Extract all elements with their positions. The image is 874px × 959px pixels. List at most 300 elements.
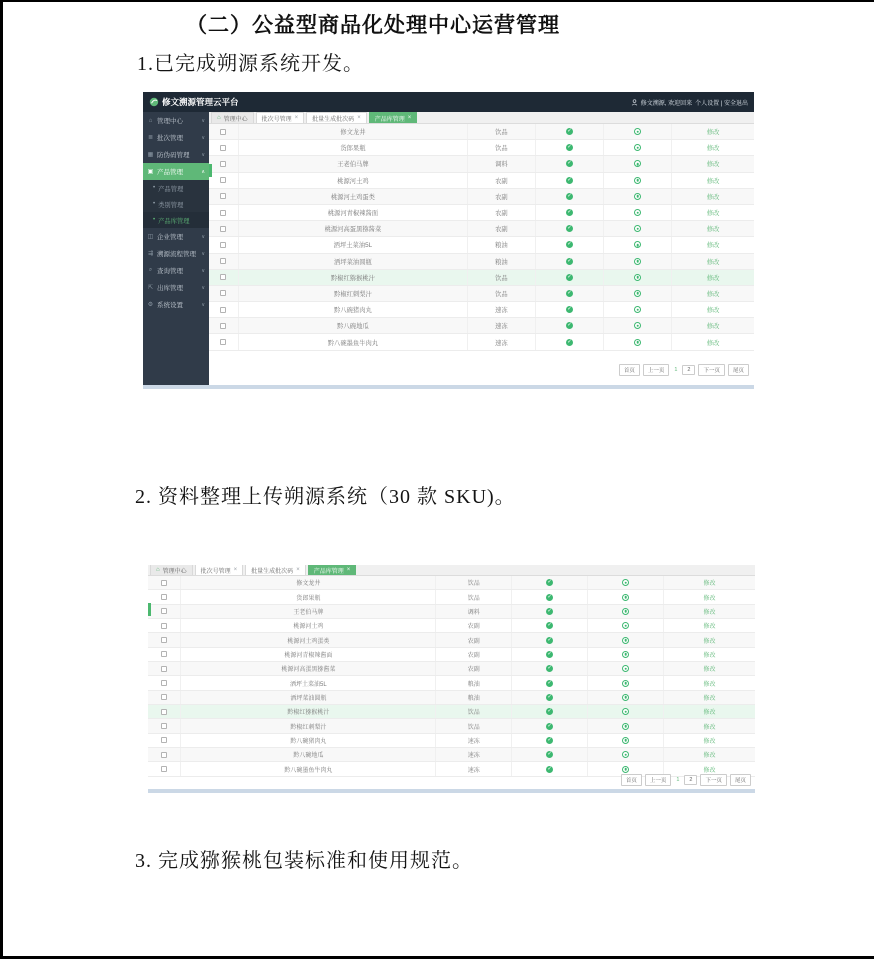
status-ok-icon: ✓ [547, 679, 552, 686]
sidebar-subitem[interactable] [143, 212, 209, 228]
edit-link[interactable]: 修改 [703, 724, 716, 731]
sidebar-item[interactable] [143, 228, 209, 245]
view-cell [604, 334, 672, 349]
pager-next-button[interactable]: 下一页 [700, 774, 727, 786]
row-checkbox[interactable] [220, 193, 226, 199]
checkbox-cell [209, 286, 239, 301]
table-row [209, 254, 754, 270]
view-icon[interactable] [634, 160, 641, 167]
status-cell [512, 590, 588, 603]
tab-4[interactable] [308, 565, 357, 575]
table-row [148, 576, 755, 590]
view-cell [604, 302, 672, 317]
sidebar-item[interactable] [143, 279, 209, 296]
edit-link[interactable]: 修改 [706, 339, 720, 347]
product-name-cell: 桃源河青椒辣酱面 [181, 648, 436, 661]
edit-link[interactable]: 修改 [703, 609, 716, 616]
edit-link[interactable]: 修改 [706, 145, 720, 153]
view-icon[interactable] [622, 766, 629, 773]
status-cell [512, 719, 588, 732]
table-row [148, 691, 755, 705]
pager-page-1[interactable]: 1 [676, 777, 680, 783]
view-icon[interactable] [634, 128, 641, 135]
row-checkbox[interactable] [161, 723, 167, 729]
user-links[interactable]: 个人设置 | 安全退出 [695, 100, 748, 107]
row-checkbox[interactable] [161, 623, 167, 629]
view-cell [588, 748, 664, 761]
bullet-icon: • [153, 217, 156, 223]
category-cell: 速冻 [468, 334, 536, 349]
product-name-cell: 桃源河高蛋黑猕酱菜 [239, 221, 468, 236]
checkbox-cell [209, 318, 239, 333]
pager-prev-button[interactable]: 上一页 [645, 774, 672, 786]
tab-bar [209, 112, 754, 124]
row-checkbox[interactable] [220, 323, 226, 329]
checkbox-cell [209, 124, 239, 139]
edit-link[interactable]: 修改 [703, 767, 716, 774]
close-icon[interactable]: × [407, 115, 412, 121]
product-name-cell: 黔八碗猪肉丸 [239, 302, 468, 317]
pager-first-button[interactable]: 首页 [619, 364, 640, 376]
table-row [209, 156, 754, 172]
tab-4[interactable] [369, 112, 418, 123]
pager-first-button[interactable]: 首页 [621, 774, 642, 786]
category-cell: 速冻 [436, 762, 512, 775]
checkbox-cell [148, 648, 181, 661]
table-row [148, 619, 755, 633]
tab-1[interactable] [150, 565, 193, 575]
brand [149, 96, 239, 108]
view-cell [604, 124, 672, 139]
status-ok-icon: ✓ [547, 593, 552, 600]
category-cell: 农副 [468, 189, 536, 204]
close-icon[interactable]: × [296, 567, 300, 573]
edit-link[interactable]: 修改 [703, 595, 716, 602]
sidebar-item-label: 企业管理 [157, 234, 183, 241]
row-checkbox[interactable] [220, 307, 226, 313]
status-ok-icon: ✓ [567, 209, 572, 216]
batch-icon: ≣ [147, 135, 154, 141]
product-name-cell: 黔八碗墨鱼牛肉丸 [181, 762, 436, 775]
view-cell [604, 237, 672, 252]
view-icon[interactable] [622, 708, 629, 715]
chevron-down-icon: ∨ [201, 117, 205, 124]
view-cell [588, 705, 664, 718]
chevron-down-icon: ∨ [201, 134, 205, 141]
tab-label: 管理中心 [223, 116, 248, 123]
product-icon: ▣ [147, 169, 154, 175]
row-checkbox[interactable] [220, 129, 226, 135]
edit-link[interactable]: 修改 [703, 710, 716, 717]
sidebar-item[interactable] [143, 245, 209, 262]
view-icon[interactable] [622, 608, 629, 615]
enterprise-icon: ◫ [147, 234, 154, 240]
checkbox-cell [209, 270, 239, 285]
admin-body [143, 112, 754, 385]
view-icon[interactable] [634, 209, 641, 216]
product-name-cell: 桃源河土鸡 [239, 173, 468, 188]
row-checkbox[interactable] [220, 274, 226, 280]
category-cell: 调料 [436, 605, 512, 618]
status-cell [536, 205, 604, 220]
tab-bar [148, 565, 755, 576]
row-checkbox[interactable] [220, 339, 226, 345]
checkbox-cell [209, 156, 239, 171]
section-heading: （二）公益型商品化处理中心运营管理 [186, 13, 560, 37]
status-ok-icon: ✓ [567, 257, 572, 264]
status-cell [536, 302, 604, 317]
tab-3[interactable] [306, 112, 367, 123]
row-checkbox[interactable] [161, 666, 167, 672]
pager-last-button[interactable]: 尾页 [730, 774, 751, 786]
edit-link[interactable]: 修改 [706, 274, 720, 282]
view-icon[interactable] [634, 144, 641, 151]
pager-last-button[interactable]: 尾页 [728, 364, 749, 376]
table-row [209, 302, 754, 318]
view-cell [588, 676, 664, 689]
view-cell [588, 691, 664, 704]
view-cell [604, 173, 672, 188]
screenshot-admin-full [143, 92, 754, 389]
view-cell [588, 633, 664, 646]
list-item-2: 2. 资料整理上传朔源系统（30 款 SKU)。 [135, 486, 516, 508]
tab-2[interactable] [195, 565, 244, 575]
row-checkbox[interactable] [220, 145, 226, 151]
checkbox-cell [209, 254, 239, 269]
edit-link[interactable]: 修改 [706, 129, 720, 137]
category-cell: 速冻 [436, 734, 512, 747]
edit-link[interactable]: 修改 [706, 258, 720, 266]
category-cell: 饮品 [436, 705, 512, 718]
screenshot-admin-table [148, 565, 755, 793]
checkbox-cell [209, 334, 239, 349]
tab-label: 产品库管理 [374, 116, 405, 123]
product-name-cell: 修文龙井 [239, 124, 468, 139]
edit-link[interactable]: 修改 [706, 307, 720, 315]
table-row [148, 734, 755, 748]
table-row [209, 270, 754, 286]
view-icon[interactable] [622, 651, 629, 658]
sidebar-subitem-label: 产品管理 [158, 185, 184, 193]
product-name-cell: 洒坪菜油圆瓶 [181, 691, 436, 704]
checkbox-cell [148, 576, 181, 589]
sidebar-item-label: 管理中心 [157, 118, 183, 125]
view-cell [588, 719, 664, 732]
checkbox-cell [209, 221, 239, 236]
view-icon[interactable] [634, 225, 641, 232]
checkbox-cell [148, 734, 181, 747]
top-navbar [143, 92, 754, 112]
status-cell [512, 662, 588, 675]
product-name-cell: 黔椒红刺梨汁 [181, 719, 436, 732]
view-icon[interactable] [634, 258, 641, 265]
pager-page-2[interactable]: 2 [684, 775, 697, 785]
view-icon[interactable] [634, 339, 641, 346]
table-row [209, 286, 754, 302]
view-icon[interactable] [622, 751, 629, 758]
view-cell [588, 605, 664, 618]
pager-page-2[interactable]: 2 [682, 365, 695, 375]
sidebar-item[interactable] [143, 296, 209, 313]
category-cell: 饮品 [436, 590, 512, 603]
list-item-3: 3. 完成猕猴桃包装标准和使用规范。 [135, 850, 473, 872]
view-icon[interactable] [634, 177, 641, 184]
view-cell [604, 286, 672, 301]
status-cell [536, 189, 604, 204]
category-cell: 饮品 [468, 286, 536, 301]
product-name-cell: 桃源河高蛋黑猕酱菜 [181, 662, 436, 675]
status-cell [536, 140, 604, 155]
row-checkbox[interactable] [161, 651, 167, 657]
checkbox-cell [148, 705, 181, 718]
sidebar-item[interactable] [143, 129, 209, 146]
status-cell [512, 676, 588, 689]
edit-link[interactable]: 修改 [703, 638, 716, 645]
edit-link[interactable]: 修改 [703, 624, 716, 631]
category-cell: 速冻 [436, 748, 512, 761]
table-row [148, 748, 755, 762]
category-cell: 饮品 [436, 576, 512, 589]
row-checkbox[interactable] [161, 694, 167, 700]
category-cell: 饮品 [436, 719, 512, 732]
sidebar-item[interactable] [143, 112, 209, 129]
table-row [148, 648, 755, 662]
sidebar-subitem[interactable] [143, 196, 209, 212]
table-row [148, 605, 755, 619]
view-icon[interactable] [622, 622, 629, 629]
view-cell [604, 270, 672, 285]
tab-3[interactable] [245, 565, 306, 575]
status-cell [512, 648, 588, 661]
close-icon[interactable]: × [233, 567, 238, 573]
home-icon: ⌂ [148, 117, 153, 124]
status-ok-icon: ✓ [567, 128, 572, 135]
category-cell: 农副 [436, 619, 512, 632]
row-checkbox[interactable] [161, 680, 167, 686]
chevron-down-icon: ∨ [201, 250, 205, 257]
row-checkbox[interactable] [220, 258, 226, 264]
chevron-up-icon: ∧ [201, 168, 205, 175]
checkbox-cell [148, 719, 181, 732]
status-cell [536, 156, 604, 171]
view-cell [588, 590, 664, 603]
category-cell: 农副 [436, 633, 512, 646]
edit-link[interactable]: 修改 [706, 323, 720, 331]
close-icon[interactable]: × [346, 567, 351, 573]
view-icon[interactable] [622, 637, 629, 644]
status-ok-icon: ✓ [547, 607, 552, 614]
checkbox-cell [148, 676, 181, 689]
sidebar [143, 112, 209, 385]
chevron-down-icon: ∨ [201, 301, 205, 308]
chevron-down-icon: ∨ [201, 267, 205, 274]
close-icon[interactable]: × [294, 115, 299, 121]
view-cell [604, 140, 672, 155]
product-name-cell: 桃源河土鸡蛋类 [181, 633, 436, 646]
edit-link[interactable]: 修改 [706, 290, 720, 298]
edit-link[interactable]: 修改 [703, 753, 716, 760]
tab-1[interactable] [211, 112, 254, 123]
row-checkbox[interactable] [220, 177, 226, 183]
status-cell [536, 237, 604, 252]
checkbox-cell [148, 605, 181, 618]
view-icon[interactable] [634, 306, 641, 313]
product-name-cell: 修文龙井 [181, 576, 436, 589]
row-checkbox[interactable] [220, 226, 226, 232]
edit-link[interactable]: 修改 [706, 177, 720, 185]
main-panel [209, 112, 754, 385]
product-table [209, 124, 754, 351]
sidebar-subitem-label: 产品库管理 [158, 217, 190, 225]
view-icon[interactable] [622, 680, 629, 687]
status-ok-icon: ✓ [567, 176, 572, 183]
row-checkbox[interactable] [161, 580, 167, 586]
user-icon [631, 99, 638, 106]
edit-link[interactable]: 修改 [703, 667, 716, 674]
checkbox-cell [148, 691, 181, 704]
row-checkbox[interactable] [161, 752, 167, 758]
table-row [209, 237, 754, 253]
chevron-down-icon: ∨ [201, 151, 205, 158]
status-ok-icon: ✓ [547, 708, 552, 715]
category-cell: 调料 [468, 156, 536, 171]
pager-next-button[interactable]: 下一页 [698, 364, 725, 376]
view-cell [604, 318, 672, 333]
status-cell [536, 286, 604, 301]
status-ok-icon: ✓ [567, 273, 572, 280]
status-cell [536, 270, 604, 285]
edit-link[interactable]: 修改 [703, 695, 716, 702]
table-row [209, 140, 754, 156]
view-icon[interactable] [622, 737, 629, 744]
status-ok-icon: ✓ [547, 665, 552, 672]
table-row [209, 221, 754, 237]
category-cell: 农副 [436, 648, 512, 661]
table-row [148, 590, 755, 604]
edit-link[interactable]: 修改 [706, 226, 720, 234]
checkbox-cell [148, 662, 181, 675]
tab-2[interactable] [256, 112, 305, 123]
qrcode-icon: ▦ [147, 152, 154, 158]
status-ok-icon: ✓ [567, 322, 572, 329]
checkbox-cell [209, 189, 239, 204]
product-name-cell: 王老伯马牌 [239, 156, 468, 171]
row-checkbox[interactable] [220, 210, 226, 216]
category-cell: 农副 [468, 205, 536, 220]
edit-link[interactable]: 修改 [706, 161, 720, 169]
row-checkbox[interactable] [161, 608, 167, 614]
status-cell [512, 633, 588, 646]
category-cell: 速冻 [468, 302, 536, 317]
status-ok-icon: ✓ [547, 579, 552, 586]
view-icon[interactable] [622, 694, 629, 701]
table-row [209, 124, 754, 140]
tab-label: 批量生成批次码 [251, 568, 294, 575]
row-checkbox[interactable] [161, 637, 167, 643]
sidebar-subitem-label: 类别管理 [158, 201, 184, 209]
close-icon[interactable]: × [357, 115, 361, 121]
product-name-cell: 桃源河土鸡 [181, 619, 436, 632]
status-ok-icon: ✓ [547, 736, 552, 743]
checkbox-cell [148, 633, 181, 646]
pager-page-1[interactable]: 1 [674, 367, 678, 373]
status-cell [512, 619, 588, 632]
platform-title: 修文溯源管理云平台 [162, 97, 239, 107]
outbound-icon: ⇱ [147, 285, 154, 291]
checkbox-cell [148, 748, 181, 761]
checkbox-cell [148, 619, 181, 632]
product-name-cell: 黔八碗猪肉丸 [181, 734, 436, 747]
view-icon[interactable] [634, 193, 641, 200]
product-name-cell: 货郎果瓶 [181, 590, 436, 603]
sidebar-item-label: 查询管理 [157, 268, 183, 275]
view-icon[interactable] [634, 290, 641, 297]
sidebar-item[interactable] [143, 146, 209, 163]
pagination [621, 774, 751, 786]
table-row [148, 633, 755, 647]
edit-link[interactable]: 修改 [703, 681, 716, 688]
sidebar-subitem[interactable] [143, 180, 209, 196]
row-checkbox[interactable] [220, 290, 226, 296]
pagination [619, 364, 749, 376]
edit-link[interactable]: 修改 [703, 738, 716, 745]
tab-label: 批量生成批次码 [312, 116, 355, 123]
view-icon[interactable] [634, 322, 641, 329]
table-row [209, 334, 754, 350]
row-checkbox[interactable] [161, 737, 167, 743]
view-icon[interactable] [622, 723, 629, 730]
platform-logo-icon [149, 97, 159, 107]
view-icon[interactable] [622, 665, 629, 672]
sidebar-item[interactable] [143, 163, 209, 180]
table-row [148, 705, 755, 719]
view-cell [588, 619, 664, 632]
pager-prev-button[interactable]: 上一页 [643, 364, 670, 376]
status-ok-icon: ✓ [567, 160, 572, 167]
product-table [148, 576, 755, 777]
view-icon[interactable] [634, 241, 641, 248]
row-checkbox[interactable] [161, 766, 167, 772]
edit-link[interactable]: 修改 [706, 193, 720, 201]
view-icon[interactable] [622, 594, 629, 601]
row-checkbox[interactable] [220, 161, 226, 167]
edit-link[interactable]: 修改 [703, 581, 716, 588]
product-name-cell: 黔椒红猕猴桃汁 [181, 705, 436, 718]
row-checkbox[interactable] [161, 594, 167, 600]
row-checkbox[interactable] [220, 242, 226, 248]
edit-link[interactable]: 修改 [706, 210, 720, 218]
view-icon[interactable] [634, 274, 641, 281]
status-cell [512, 705, 588, 718]
footer-strip [148, 789, 755, 793]
status-cell [536, 334, 604, 349]
status-ok-icon: ✓ [547, 636, 552, 643]
edit-link[interactable]: 修改 [703, 652, 716, 659]
view-icon[interactable] [622, 579, 629, 586]
table-row [148, 719, 755, 733]
product-name-cell: 黔椒红刺梨汁 [239, 286, 468, 301]
category-cell: 粮油 [436, 691, 512, 704]
edit-link[interactable]: 修改 [706, 242, 720, 250]
table-row [209, 189, 754, 205]
sidebar-item[interactable] [143, 262, 209, 279]
status-ok-icon: ✓ [547, 751, 552, 758]
checkbox-cell [148, 590, 181, 603]
user-greeting: 修文溯源, 欢迎回来 [640, 100, 693, 107]
category-cell: 农副 [436, 662, 512, 675]
status-ok-icon: ✓ [567, 241, 572, 248]
row-checkbox[interactable] [161, 709, 167, 715]
